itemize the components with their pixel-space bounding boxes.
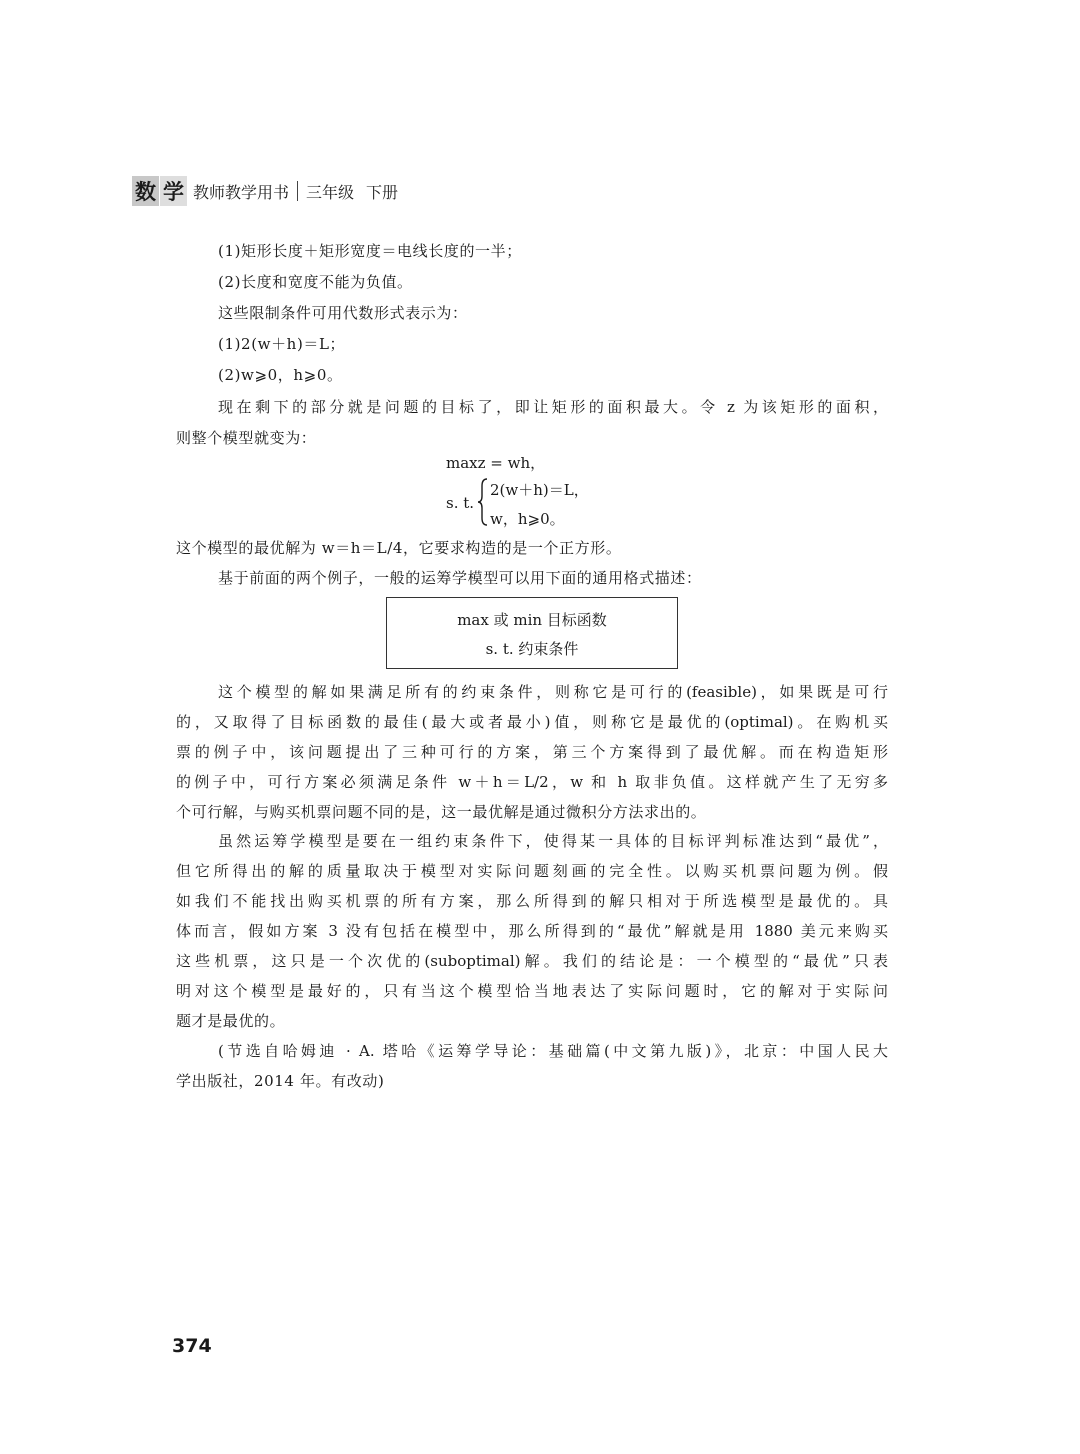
paragraph-feasible-line-5: 个可行解，与购买机票问题不同的是，这一最优解是通过微积分方法求出的。: [176, 803, 707, 821]
constraint-formula-1: (1)2(w＋h)＝L；: [218, 335, 346, 353]
objective-function: maxz = wh，: [446, 454, 546, 472]
subject-char-2: 学: [160, 176, 187, 206]
paragraph-feasible-line-3: 票的例子中，该问题提出了三种可行的方案，第三个方案得到了最优解。而在构造矩形: [176, 743, 888, 761]
subject-to-label: s. t.: [446, 494, 475, 512]
paragraph-optimal-line-3: 如我们不能找出购买机票的所有方案，那么所得到的解只相对于所选模型是最优的。具: [176, 892, 888, 910]
model-constraint-2: w，h⩾0。: [490, 510, 565, 528]
paragraph-objective-line-2: 则整个模型就变为：: [176, 429, 317, 447]
subject-char-1: 数: [132, 176, 159, 206]
algebraic-intro: 这些限制条件可用代数形式表示为：: [218, 304, 468, 322]
left-brace-icon: [478, 478, 488, 526]
paragraph-optimal-line-6: 明对这个模型是最好的，只有当这个模型恰当地表达了实际问题时，它的解对于实际问: [176, 982, 888, 1000]
citation-line-2: 学出版社，2014 年。有改动): [176, 1072, 385, 1090]
box-constraints: s. t. 约束条件: [485, 640, 579, 658]
paragraph-optimal-line-7: 题才是最优的。: [176, 1012, 286, 1030]
header-divider: [297, 181, 298, 201]
general-model-box: [386, 597, 678, 669]
volume-label: 下册: [366, 182, 399, 202]
paragraph-feasible-line-2: 的，又取得了目标函数的最佳(最大或者最小)值，则称它是最优的(optimal)。在购机买: [176, 713, 888, 731]
box-objective: max 或 min 目标函数: [457, 611, 607, 629]
running-header: [132, 176, 398, 206]
paragraph-optimal-line-4: 体而言，假如方案 3 没有包括在模型中，那么所得到的“最优”解就是用 1880 美元来购买: [176, 922, 888, 940]
citation-line-1: (节选自哈姆迪 · A. 塔哈《运筹学导论：基础篇(中文第九版)》，北京：中国人民大: [218, 1042, 888, 1060]
subject-logo: [132, 176, 187, 206]
constraint-text-2: (2)长度和宽度不能为负值。: [218, 273, 413, 291]
paragraph-optimal-line-2: 但它所得出的解的质量取决于模型对实际问题刻画的完全性。以购买机票问题为例。假: [176, 862, 888, 880]
model-constraint-1: 2(w＋h)＝L，: [490, 481, 589, 499]
paragraph-objective-line-1: 现在剩下的部分就是问题的目标了，即让矩形的面积最大。令 z 为该矩形的面积，: [218, 398, 888, 416]
grade-label: 三年级: [306, 182, 355, 202]
paragraph-optimal-line-5: 这些机票，这只是一个次优的(suboptimal)解。我们的结论是：一个模型的“最优”只表: [176, 952, 888, 970]
constraint-text-1: (1)矩形长度＋矩形宽度＝电线长度的一半；: [218, 242, 522, 260]
paragraph-feasible-line-1: 这个模型的解如果满足所有的约束条件，则称它是可行的(feasible)，如果既是可行: [218, 683, 888, 701]
book-title: 教师教学用书: [193, 182, 290, 202]
page-number: 374: [172, 1335, 212, 1357]
general-format-intro: 基于前面的两个例子，一般的运筹学模型可以用下面的通用格式描述：: [218, 569, 702, 587]
paragraph-feasible-line-4: 的例子中，可行方案必须满足条件 w＋h＝L/2，w 和 h 取非负值。这样就产生了无穷多: [176, 773, 888, 791]
optimal-solution-text: 这个模型的最优解为 w＝h＝L/4，它要求构造的是一个正方形。: [176, 539, 622, 557]
constraint-formula-2: (2)w⩾0，h⩾0。: [218, 366, 343, 384]
paragraph-optimal-line-1: 虽然运筹学模型是要在一组约束条件下，使得某一具体的目标评判标准达到“最优”，: [218, 832, 888, 850]
